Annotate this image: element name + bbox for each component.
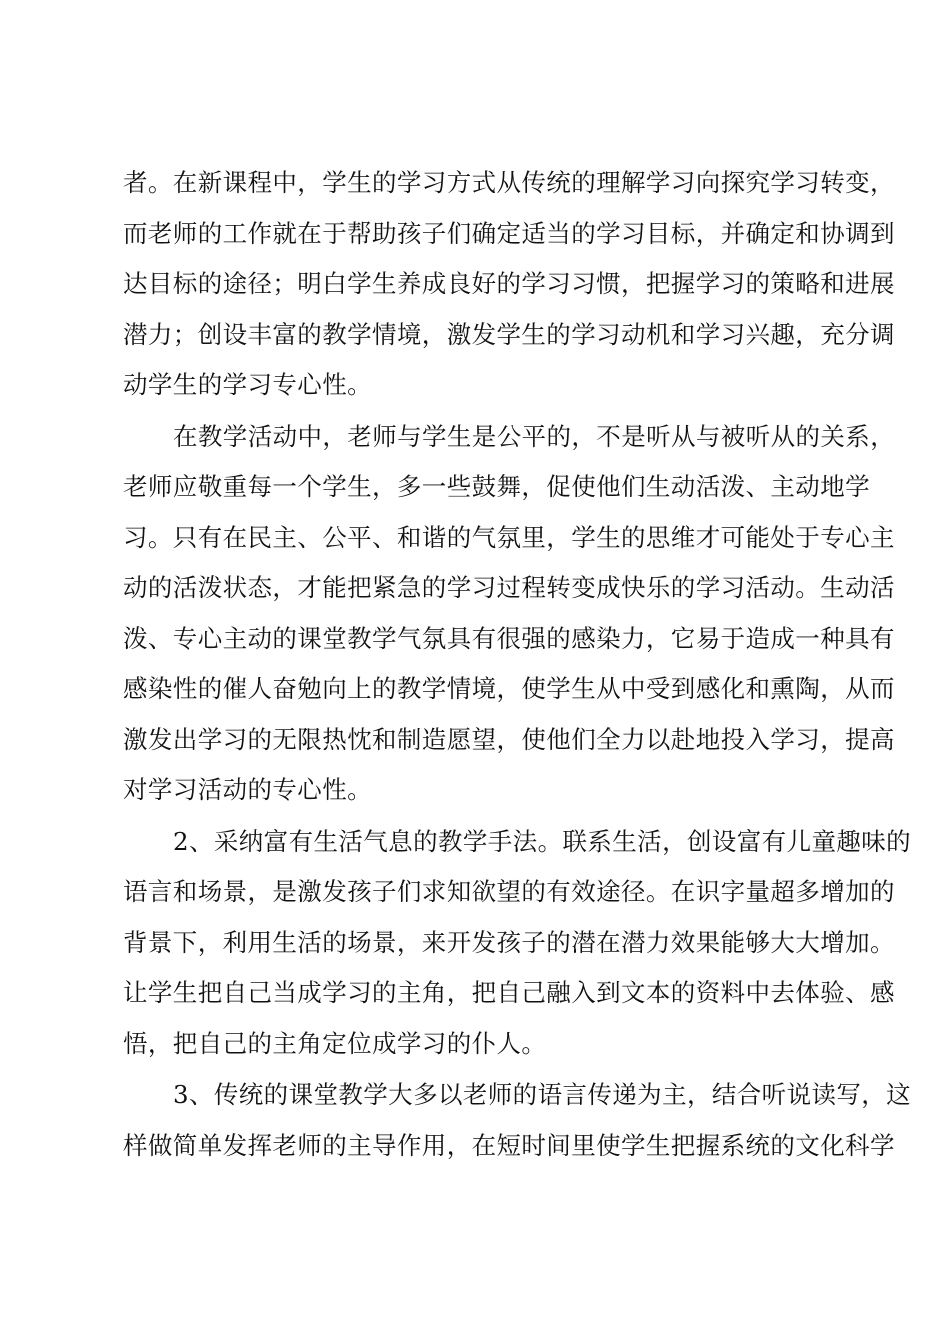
paragraph-3 [123, 817, 912, 1070]
text-line: 潜力；创设丰富的教学情境，激发学生的学习动机和学习兴趣，充分调 [123, 319, 895, 349]
text-line: 样做简单发挥老师的主导作用，在短时间里使学生把握系统的文化科学 [123, 1130, 895, 1160]
text-line: 对学习活动的专心性。 [123, 775, 372, 804]
paragraph-1 [123, 158, 895, 411]
text-line: 激发出学习的无限热忱和制造愿望，使他们全力以赴地投入学习，提高 [123, 724, 895, 754]
text-line: 背景下，利用生活的场景，来开发孩子的潜在潜力效果能够大大增加。 [123, 927, 895, 957]
text-line: 悟，把自己的主角定位成学习的仆人。 [123, 1028, 547, 1058]
text-line: 让学生把自己当成学习的主角，把自己融入到文本的资料中去体验、感 [123, 978, 895, 1007]
text-line: 泼、专心主动的课堂教学气氛具有很强的感染力，它易于造成一种具有 [123, 623, 895, 653]
text-line: 老师应敬重每一个学生，多一些鼓舞，促使他们生动活泼、主动地学 [123, 472, 870, 501]
text-line: 动的活泼状态，才能把紧急的学习过程转变成快乐的学习活动。生动活 [123, 573, 895, 602]
text-line: 语言和场景，是激发孩子们求知欲望的有效途径。在识字量超多增加的 [123, 877, 895, 906]
text-line: 2、采纳富有生活气息的教学手法。联系生活，创设富有儿童趣味的 [173, 826, 912, 856]
paragraph-2 [123, 412, 896, 816]
text-line: 感染性的催人奋勉向上的教学情境，使学生从中受到感化和熏陶，从而 [123, 674, 895, 703]
paragraph-4 [123, 1070, 912, 1171]
document-body [123, 158, 912, 1172]
text-line: 在教学活动中，老师与学生是公平的，不是听从与被听从的关系， [173, 421, 896, 451]
text-line: 而老师的工作就在于帮助孩子们确定适当的学习目标，并确定和协调到 [123, 218, 895, 248]
text-line: 达目标的途径；明白学生养成良好的学习习惯，把握学习的策略和进展 [123, 269, 895, 298]
text-line: 习。只有在民主、公平、和谐的气氛里，学生的思维才可能处于专心主 [123, 522, 895, 552]
text-line: 者。在新课程中，学生的学习方式从传统的理解学习向探究学习转变， [123, 168, 895, 197]
text-line: 动学生的学习专心性。 [123, 370, 372, 399]
text-line: 3、传统的课堂教学大多以老师的语言传递为主，结合听说读写，这 [173, 1080, 912, 1109]
